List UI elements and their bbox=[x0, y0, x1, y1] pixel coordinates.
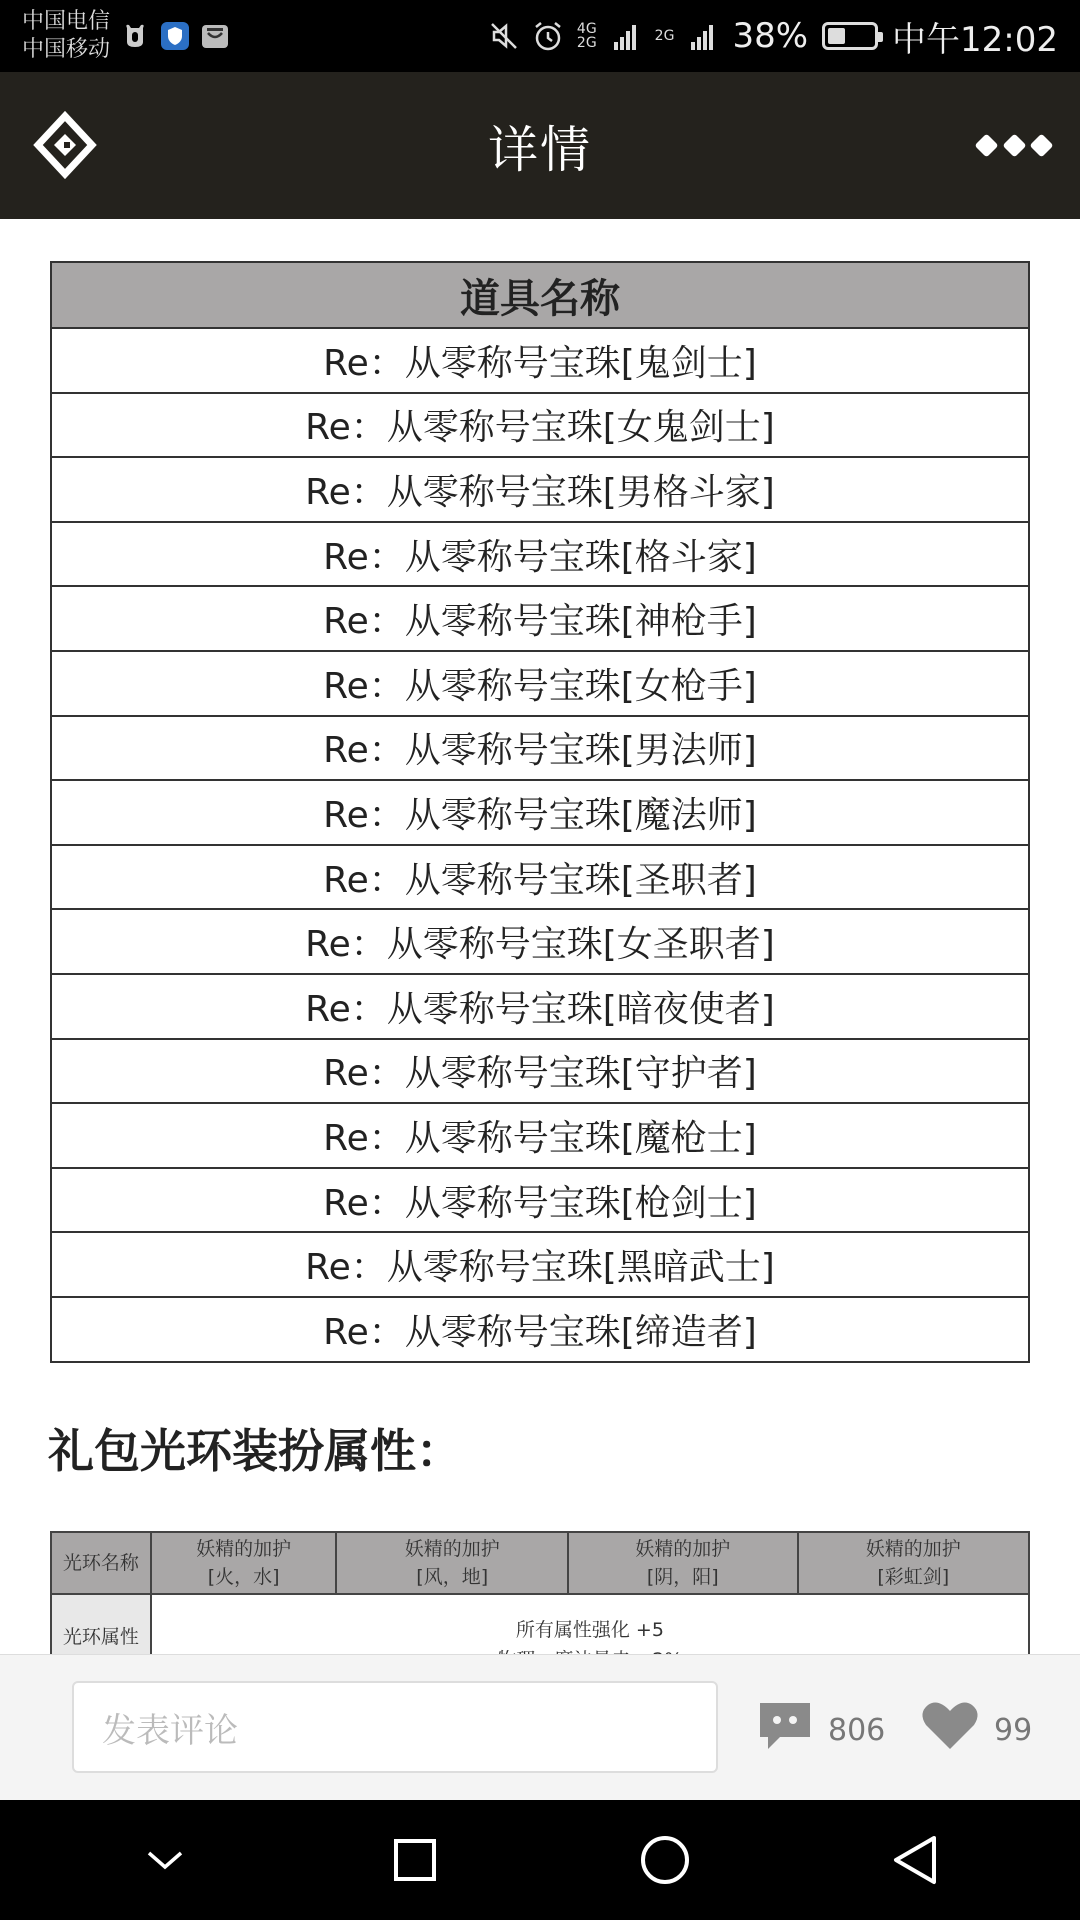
mute-icon bbox=[489, 21, 519, 51]
table-row bbox=[51, 1039, 1029, 1104]
item-name-cell: Re：从零称号宝珠[缔造者] bbox=[51, 1297, 1029, 1362]
item-name-cell: Re：从零称号宝珠[女鬼剑士] bbox=[51, 393, 1029, 458]
like-button[interactable] bbox=[920, 1699, 1032, 1761]
item-name-cell: Re：从零称号宝珠[守护者] bbox=[51, 1039, 1029, 1104]
app-logo-icon[interactable] bbox=[34, 112, 96, 178]
item-name-cell: Re：从零称号宝珠[魔法师] bbox=[51, 780, 1029, 845]
comment-icon bbox=[756, 1699, 814, 1761]
table-row bbox=[51, 716, 1029, 781]
table-row bbox=[51, 522, 1029, 587]
item-name-cell: Re：从零称号宝珠[枪剑士] bbox=[51, 1168, 1029, 1233]
app-notification-icon bbox=[120, 21, 150, 51]
navigation-bar bbox=[0, 1800, 1080, 1920]
aura-attr-label: 光环属性 bbox=[51, 1594, 151, 1680]
table-row bbox=[51, 1297, 1029, 1362]
shield-icon bbox=[160, 21, 190, 51]
section-heading: 礼包光环装扮属性： bbox=[48, 1424, 462, 1478]
table-row bbox=[51, 586, 1029, 651]
item-name-cell: Re：从零称号宝珠[圣职者] bbox=[51, 845, 1029, 910]
item-name-cell: Re：从零称号宝珠[暗夜使者] bbox=[51, 974, 1029, 1039]
table-row bbox=[51, 393, 1029, 458]
carrier-1: 中国电信 bbox=[22, 9, 111, 34]
more-dot-icon bbox=[1002, 133, 1026, 157]
table-row bbox=[51, 1168, 1029, 1233]
table-row bbox=[51, 780, 1029, 845]
table-row bbox=[51, 909, 1029, 974]
table-row bbox=[51, 457, 1029, 522]
item-name-cell: Re：从零称号宝珠[格斗家] bbox=[51, 522, 1029, 587]
signal-icon-1 bbox=[611, 21, 641, 51]
page-title: 详情 bbox=[488, 120, 592, 179]
item-name-cell: Re：从零称号宝珠[男格斗家] bbox=[51, 457, 1029, 522]
aura-name-label: 光环名称 bbox=[51, 1532, 151, 1594]
table-row bbox=[51, 1103, 1029, 1168]
aura-column-header: 妖精的加护 [彩虹剑] bbox=[798, 1532, 1030, 1594]
item-name-cell: Re：从零称号宝珠[女枪手] bbox=[51, 651, 1029, 716]
circle-icon bbox=[638, 1833, 692, 1887]
article-content[interactable] bbox=[0, 219, 1080, 1654]
triangle-back-icon bbox=[890, 1833, 940, 1887]
item-table-header: 道具名称 bbox=[51, 262, 1029, 328]
aura-column-header: 妖精的加护 [风，地] bbox=[336, 1532, 568, 1594]
signal-icon-2 bbox=[688, 21, 718, 51]
back-button[interactable] bbox=[885, 1830, 945, 1890]
comment-bar bbox=[0, 1654, 1080, 1800]
item-name-cell: Re：从零称号宝珠[男法师] bbox=[51, 716, 1029, 781]
item-name-cell: Re：从零称号宝珠[鬼剑士] bbox=[51, 328, 1029, 393]
table-row bbox=[51, 1232, 1029, 1297]
chevron-down-icon bbox=[143, 1845, 187, 1875]
status-bar bbox=[0, 0, 1080, 72]
more-dot-icon bbox=[1029, 133, 1053, 157]
comment-placeholder: 发表评论 bbox=[102, 1710, 238, 1751]
home-button[interactable] bbox=[635, 1830, 695, 1890]
app-header bbox=[0, 72, 1080, 219]
comment-input[interactable] bbox=[72, 1681, 718, 1773]
table-row bbox=[51, 328, 1029, 393]
alarm-icon bbox=[533, 21, 563, 51]
store-icon bbox=[200, 21, 230, 51]
carrier-2: 中国移动 bbox=[22, 37, 111, 62]
network-type-2: 2G bbox=[654, 28, 675, 44]
battery-fill bbox=[828, 28, 845, 44]
hide-nav-button[interactable] bbox=[135, 1830, 195, 1890]
recents-button[interactable] bbox=[385, 1830, 445, 1890]
table-row bbox=[51, 845, 1029, 910]
battery-percent: 38% bbox=[732, 16, 809, 56]
notification-icons bbox=[120, 21, 230, 51]
aura-attr-value: 所有属性强化 +5 bbox=[151, 1594, 1029, 1680]
table-row bbox=[51, 974, 1029, 1039]
more-dot-icon bbox=[974, 133, 998, 157]
battery-icon bbox=[822, 22, 878, 50]
comment-count: 806 bbox=[828, 1712, 886, 1748]
heart-icon bbox=[920, 1699, 980, 1761]
comment-button[interactable] bbox=[756, 1699, 885, 1761]
square-icon bbox=[391, 1836, 439, 1884]
more-options-button[interactable] bbox=[978, 130, 1050, 160]
status-right bbox=[489, 12, 1058, 61]
aura-column-header: 妖精的加护 [火，水] bbox=[151, 1532, 337, 1594]
item-name-cell: Re：从零称号宝珠[魔枪士] bbox=[51, 1103, 1029, 1168]
carrier-labels bbox=[22, 8, 110, 64]
like-count: 99 bbox=[994, 1712, 1033, 1748]
item-name-cell: Re：从零称号宝珠[女圣职者] bbox=[51, 909, 1029, 974]
network-type-1: 4G 2G bbox=[576, 21, 597, 51]
item-name-cell: Re：从零称号宝珠[黑暗武士] bbox=[51, 1232, 1029, 1297]
table-row bbox=[51, 651, 1029, 716]
item-name-table bbox=[50, 261, 1030, 1363]
clock: 中午12:02 bbox=[892, 19, 1058, 60]
item-name-cell: Re：从零称号宝珠[神枪手] bbox=[51, 586, 1029, 651]
aura-column-header: 妖精的加护 [阴，阳] bbox=[568, 1532, 798, 1594]
